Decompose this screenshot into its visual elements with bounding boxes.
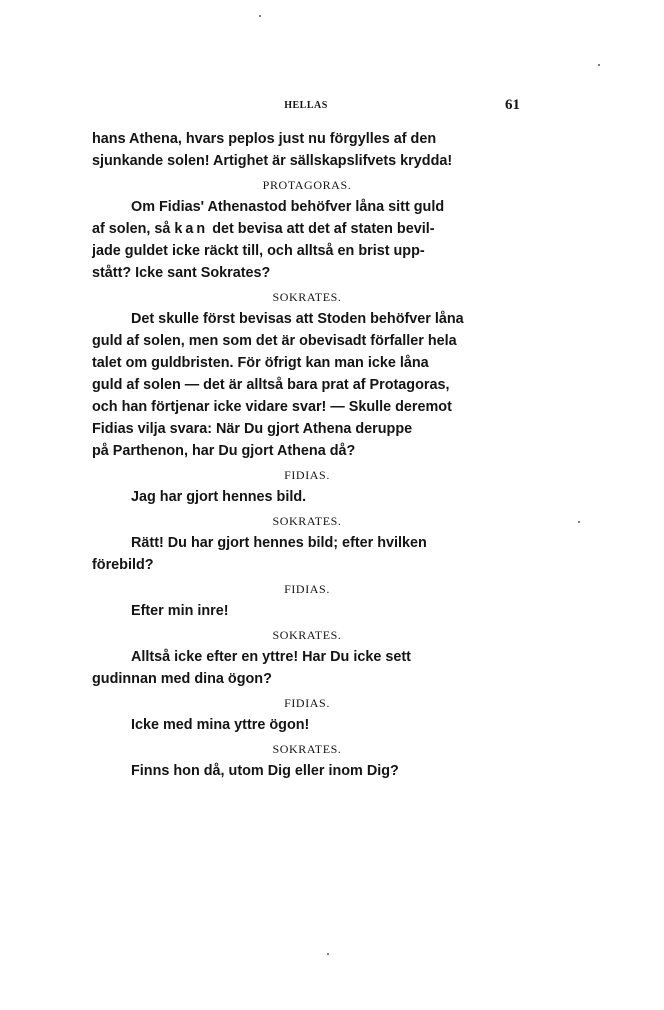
- text-line: Fidias vilja svara: När Du gjort Athena deruppe: [92, 421, 413, 437]
- text-line: guld af solen — det är alltså bara prat af Protagoras,: [92, 377, 450, 393]
- text-line: [92, 218, 522, 240]
- text-line: jade guldet icke räckt till, och alltså en brist upp-: [92, 243, 425, 259]
- text-line: gudinnan med dina ögon?: [92, 671, 272, 687]
- dialogue-text: [92, 128, 522, 782]
- print-speck: [598, 64, 600, 66]
- text-line: Finns hon då, utom Dig eller inom Dig?: [131, 763, 399, 779]
- text-line: Icke med mina yttre ögon!: [131, 717, 310, 733]
- text-line: förebild?: [92, 557, 154, 573]
- print-speck: [578, 521, 580, 523]
- print-speck: [259, 15, 261, 17]
- text-line: Det skulle först bevisas att Stoden behöfver låna: [131, 311, 464, 327]
- speaker-name: SOKRATES.: [272, 290, 342, 304]
- text-line: på Parthenon, har Du gjort Athena då?: [92, 443, 356, 459]
- text-segment: det bevisa att det af staten bevil-: [208, 221, 435, 237]
- speaker-name: SOKRATES.: [272, 742, 342, 756]
- speaker-name: SOKRATES.: [272, 514, 342, 528]
- emphasized-word: kan: [174, 221, 209, 237]
- running-head: HELLAS: [284, 100, 328, 111]
- text-line: Jag har gjort hennes bild.: [131, 489, 307, 505]
- text-line: Rätt! Du har gjort hennes bild; efter hvilken: [131, 535, 427, 551]
- page-number: 61: [505, 97, 520, 113]
- text-line: stått? Icke sant Sokrates?: [92, 265, 271, 281]
- speaker-name: FIDIAS.: [284, 468, 330, 482]
- speaker-name: FIDIAS.: [284, 582, 330, 596]
- text-segment: af solen, så: [92, 221, 175, 237]
- speaker-name: FIDIAS.: [284, 696, 330, 710]
- text-line: sjunkande solen! Artighet är sällskapslifvets krydda!: [92, 153, 453, 169]
- text-line: och han förtjenar icke vidare svar! — Skulle deremot: [92, 399, 452, 415]
- print-speck: [327, 953, 329, 955]
- text-line: Alltså icke efter en yttre! Har Du icke sett: [131, 649, 411, 665]
- text-line: talet om guldbristen. För öfrigt kan man icke låna: [92, 355, 429, 371]
- text-line: guld af solen, men som det är obevisadt förfaller hela: [92, 333, 457, 349]
- text-line: Om Fidias' Athenastod behöfver låna sitt guld: [131, 199, 445, 215]
- page-header: [92, 97, 520, 117]
- text-line: Efter min inre!: [131, 603, 229, 619]
- speaker-name: SOKRATES.: [272, 628, 342, 642]
- text-line: hans Athena, hvars peplos just nu förgylles af den: [92, 131, 437, 147]
- speaker-name: PROTAGORAS.: [262, 178, 352, 192]
